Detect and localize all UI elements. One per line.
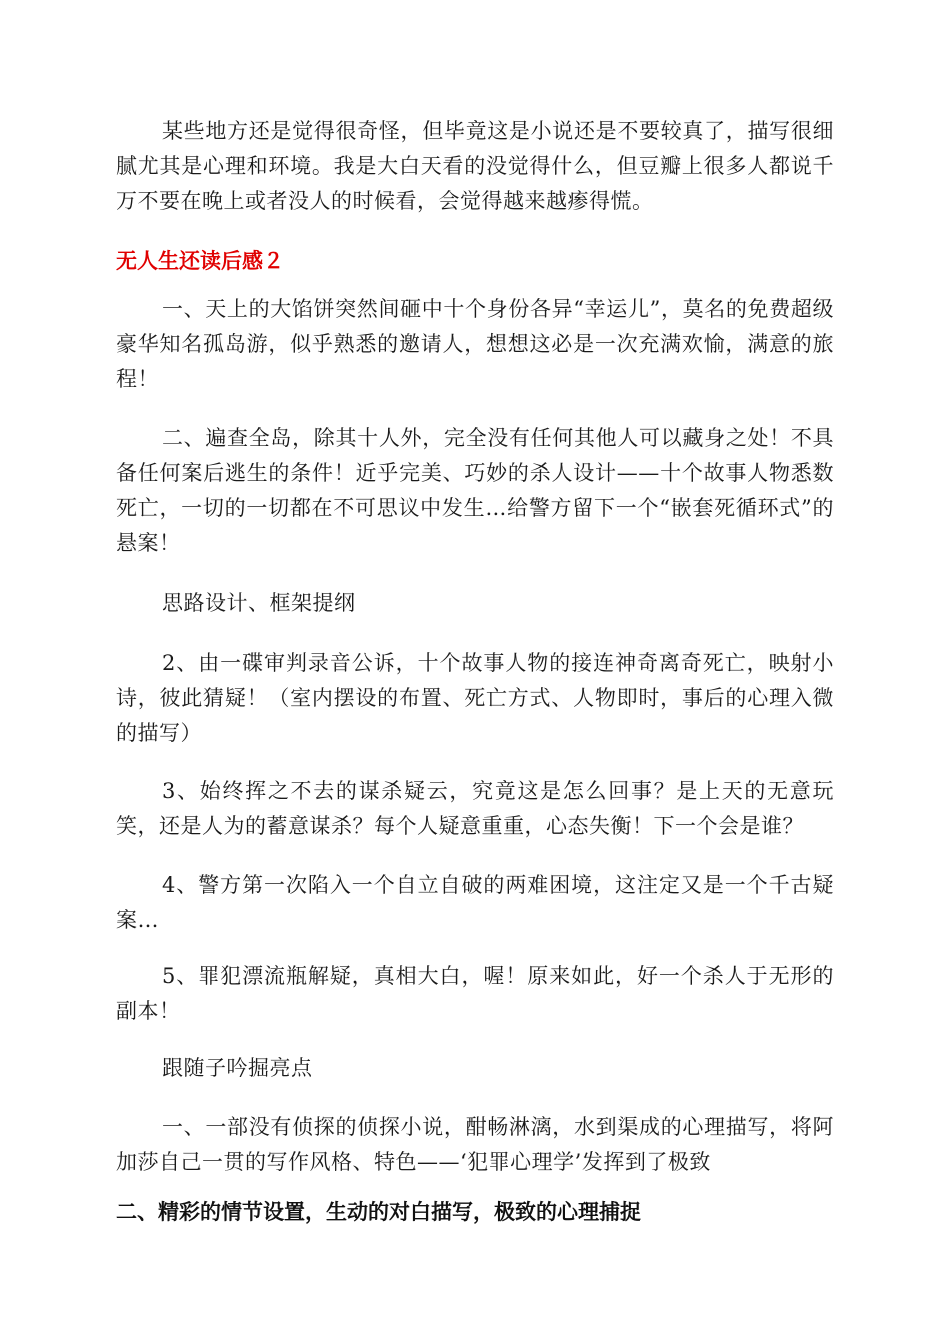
- paragraph-outline-3: 3、始终挥之不去的谋杀疑云，究竟这是怎么回事？是上天的无意玩笑，还是人为的蓄意谋杀？每个人疑意重重，心态失衡！下一个会是谁？: [116, 779, 834, 838]
- paragraph-highlights-heading: 跟随子吟掘亮点: [162, 1056, 313, 1080]
- paragraph-point-1: 一、天上的大馅饼突然间砸中十个身份各异“幸运儿”，莫名的免费超级豪华知名孤岛游，似乎熟悉的邀请人，想想这必是一次充满欢愉，满意的旅程！: [116, 297, 834, 391]
- paragraph-highlight-1: 一、一部没有侦探的侦探小说，酣畅淋漓，水到渠成的心理描写，将阿加莎自己一贯的写作风格、特色——‘犯罪心理学’发挥到了极致: [116, 1115, 834, 1174]
- paragraph-outline-heading: 思路设计、框架提纲: [162, 591, 356, 615]
- paragraph-point-2: 二、遍查全岛，除其十人外，完全没有任何其他人可以藏身之处！不具备任何案后逃生的条件！近乎完美、巧妙的杀人设计——十个故事人物悉数死亡，一切的一切都在不可思议中发生…给警方留下一个“嵌套死循环式”的悬案！: [116, 426, 834, 555]
- paragraph-outline-2: 2、由一碟审判录音公诉，十个故事人物的接连神奇离奇死亡，映射小诗，彼此猜疑！（室内摆设的布置、死亡方式、人物即时，事后的心理入微的描写）: [116, 651, 834, 745]
- section-heading: 无人生还读后感２: [116, 249, 284, 273]
- paragraph-intro: 某些地方还是觉得很奇怪，但毕竟这是小说还是不要较真了，描写很细腻尤其是心理和环境。我是大白天看的没觉得什么，但豆瓣上很多人都说千万不要在晚上或者没人的时候看，会觉得越来越瘆得慌。: [116, 119, 834, 213]
- section-subheading: 二、精彩的情节设置，生动的对白描写，极致的心理捕捉: [116, 1199, 641, 1224]
- paragraph-outline-4: 4、警方第一次陷入一个自立自破的两难困境，这注定又是一个千古疑案…: [116, 873, 834, 932]
- paragraph-outline-5: 5、罪犯漂流瓶解疑，真相大白，喔！原来如此，好一个杀人于无形的副本！: [116, 964, 834, 1023]
